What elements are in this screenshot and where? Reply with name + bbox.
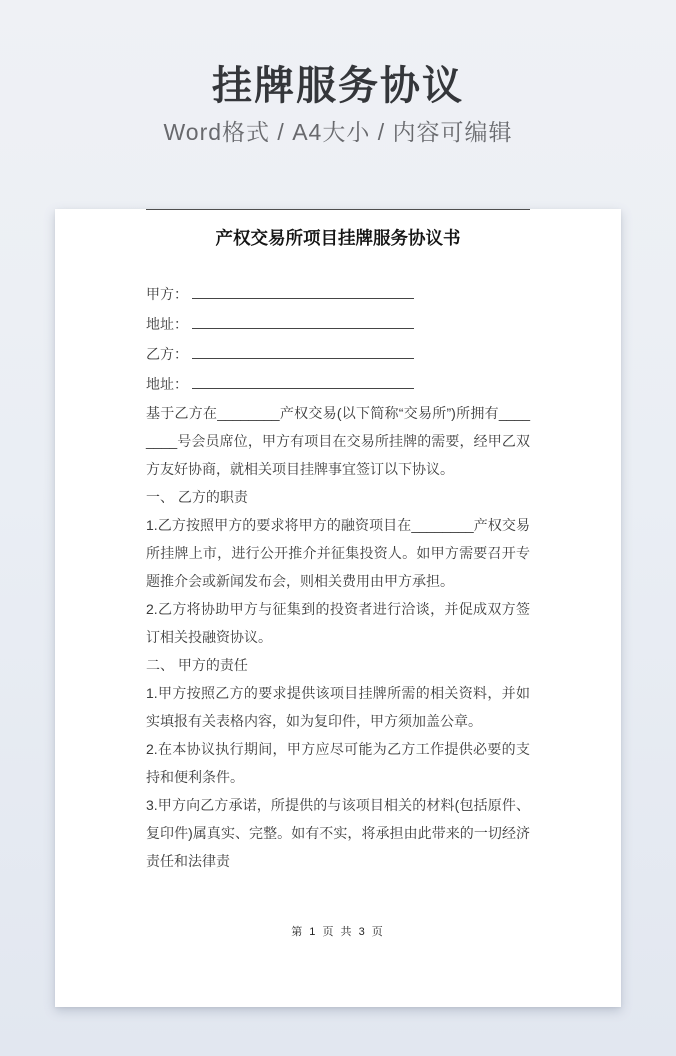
paragraph-1-1: 1.乙方按照甲方的要求将甲方的融资项目在________产权交易所挂牌上市，进行公开推介并征集投资人。如甲方需要召开专题推介会或新闻发布会，则相关费用由甲方承担。 <box>146 517 530 589</box>
field-address-b <box>146 369 530 399</box>
preview-header <box>0 0 676 146</box>
preview-subtitle: Word格式 / A4大小 / 内容可编辑 <box>163 119 513 145</box>
field-address-a <box>146 309 530 339</box>
field-party-a <box>146 279 530 309</box>
field-party-b-blank <box>192 358 414 359</box>
field-party-b-label: 乙方： <box>146 346 188 362</box>
field-party-a-blank <box>192 298 414 299</box>
field-address-a-label: 地址： <box>146 316 188 332</box>
document-page <box>55 209 621 1007</box>
preview-title: 挂牌服务协议 <box>212 64 464 108</box>
page-number: 第 1 页 共 3 页 <box>291 926 385 938</box>
party-fields <box>146 279 530 399</box>
section-heading-1: 一、 乙方的职责 <box>146 489 248 505</box>
field-address-b-label: 地址： <box>146 376 188 392</box>
field-address-a-blank <box>192 328 414 329</box>
paragraph-2-3: 3.甲方向乙方承诺，所提供的与该项目相关的材料(包括原件、复印件)属真实、完整。如有不实，将承担由此带来的一切经济责任和法律责 <box>146 797 530 869</box>
section-heading-2: 二、 甲方的责任 <box>146 657 248 673</box>
field-party-a-label: 甲方： <box>146 286 188 302</box>
document-header-rule <box>146 209 530 210</box>
paragraph-2-1: 1.甲方按照乙方的要求提供该项目挂牌所需的相关资料，并如实填报有关表格内容，如为复印件，甲方须加盖公章。 <box>146 685 530 729</box>
document-title: 产权交易所项目挂牌服务协议书 <box>215 228 461 248</box>
field-party-b <box>146 339 530 369</box>
paragraph-2-2: 2.在本协议执行期间，甲方应尽可能为乙方工作提供必要的支持和便利条件。 <box>146 741 530 785</box>
paragraph-preamble: 基于乙方在________产权交易(以下简称“交易所”)所拥有________号会员席位，甲方有项目在交易所挂牌的需要，经甲乙双方友好协商，就相关项目挂牌事宜签订以下协议。 <box>146 405 530 477</box>
paragraph-1-2: 2.乙方将协助甲方与征集到的投资者进行洽谈，并促成双方签订相关投融资协议。 <box>146 601 530 645</box>
document-body <box>146 399 530 875</box>
field-address-b-blank <box>192 388 414 389</box>
